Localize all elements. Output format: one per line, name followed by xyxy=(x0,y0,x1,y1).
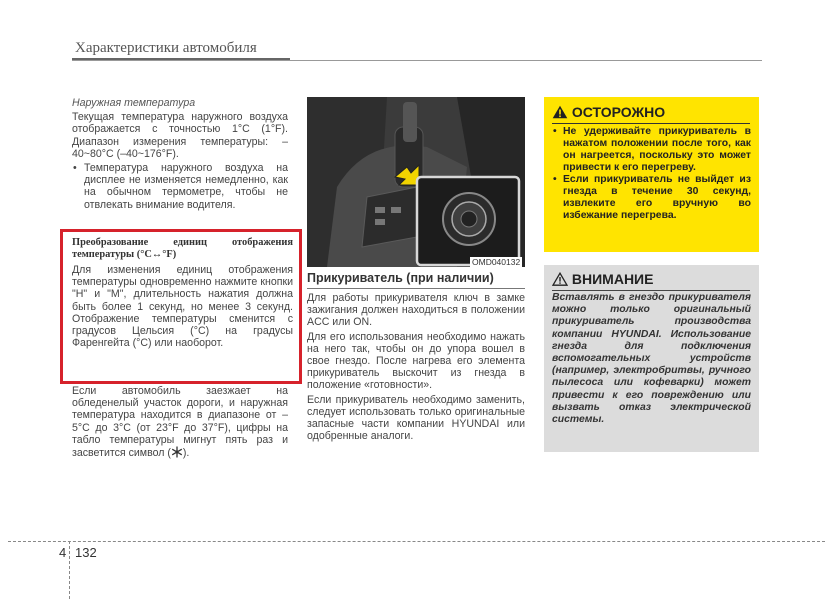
footer-vertical-divider xyxy=(69,541,70,599)
caution-box xyxy=(544,97,759,252)
outside-temp-bullet: • Температура наружного воздуха на дисплее не изменяется немедленно, как на обычном термометре, чтобы не отвлекать внимание водителя. xyxy=(72,162,288,211)
unit-conversion-title: Преобразование единиц отображения температуры (°C↔°F) xyxy=(72,237,293,260)
caution-rule xyxy=(552,123,750,124)
cigarette-lighter-photo xyxy=(307,97,525,267)
photo-caption: OMD040132 xyxy=(472,257,521,267)
header-rule xyxy=(72,60,762,61)
ice-warning-text-end: ). xyxy=(182,447,190,460)
outside-temp-paragraph: Текущая температура наружного воздуха отображается с точностью 1°C (1°F). Диапазон измерения температуры: –40~80°C (–40~176°F). xyxy=(72,111,288,160)
unit-conversion-text: Для изменения единиц отображения температуры одновременно нажмите кнопки "H" и "M", длительность нажатия должна быть более 1 секунд, но менее 3 секунд. Отображение температуры сменится с градусов Цельсия (°C) на градусы Фаренгейта (°C) или наоборот. xyxy=(72,264,293,350)
caution-heading xyxy=(552,104,665,122)
caution-title: ОСТОРОЖНО xyxy=(571,104,666,120)
lighter-text xyxy=(307,292,525,444)
footer-page-number: 132 xyxy=(75,545,97,560)
warning-triangle-icon xyxy=(552,105,568,122)
caution-item: • Если прикуриватель не выйдет из гнезда в течение 30 секунд, извлеките его вручную во избежание перегрева. xyxy=(552,174,751,222)
page-header-title: Характеристики автомобиля xyxy=(75,40,257,56)
warning-outline-icon xyxy=(552,272,568,289)
notice-rule xyxy=(552,290,750,291)
outside-temp-bullets xyxy=(72,162,288,211)
notice-text: Вставлять в гнездо прикуривателя можно только оригинальный прикуриватель производства компании HYUNDAI. Использование гнезда для подключения вспомогательных устройств (например, электробритвы, ручного пылесоса или кофеварки) может привести к его повреждению или вызвать отказ электрической системы. xyxy=(552,292,751,426)
notice-heading xyxy=(552,271,653,289)
lighter-paragraph-2: Для его использования необходимо нажать на него так, чтобы он до упора вошел в свое гнездо. После нагрева его элемента прикуриватель выскочит из гнезда в положение «готовности». xyxy=(307,330,525,392)
notice-title: ВНИМАНИЕ xyxy=(571,271,654,287)
notice-box xyxy=(544,265,759,452)
footer-divider xyxy=(8,541,825,542)
ice-warning-text: Если автомобиль заезжает на обледенелый участок дороги, и наружная температура находится в диапазоне от –5°C до 3°C (от 23°F до 37°F), цифры на табло температуры мигнут пять раз и засветится символ ( xyxy=(72,385,288,460)
outside-temp-subhead: Наружная температура xyxy=(72,97,196,109)
lighter-section-rule xyxy=(307,288,525,289)
unit-conversion-box xyxy=(60,229,302,384)
lighter-paragraph-3: Если прикуриватель необходимо заменить, следует использовать только оригинальные запасные части компании HYUNDAI или одобренные аналоги. xyxy=(307,393,525,443)
caution-list xyxy=(552,126,751,222)
lighter-section-title: Прикуриватель (при наличии) xyxy=(307,271,494,285)
snowflake-icon xyxy=(171,446,183,461)
column-left xyxy=(72,97,288,211)
ice-warning-block xyxy=(72,385,288,463)
ice-warning-paragraph xyxy=(72,385,288,461)
footer-section-number: 4 xyxy=(59,545,67,560)
lighter-paragraph-1: Для работы прикуривателя ключ в замке зажигания должен находиться в положении ACC или ON. xyxy=(307,292,525,329)
caution-item: • Не удерживайте прикуриватель в нажатом положении после того, как он нагреется, поскольку это может привести к его перегреву. xyxy=(552,126,751,174)
